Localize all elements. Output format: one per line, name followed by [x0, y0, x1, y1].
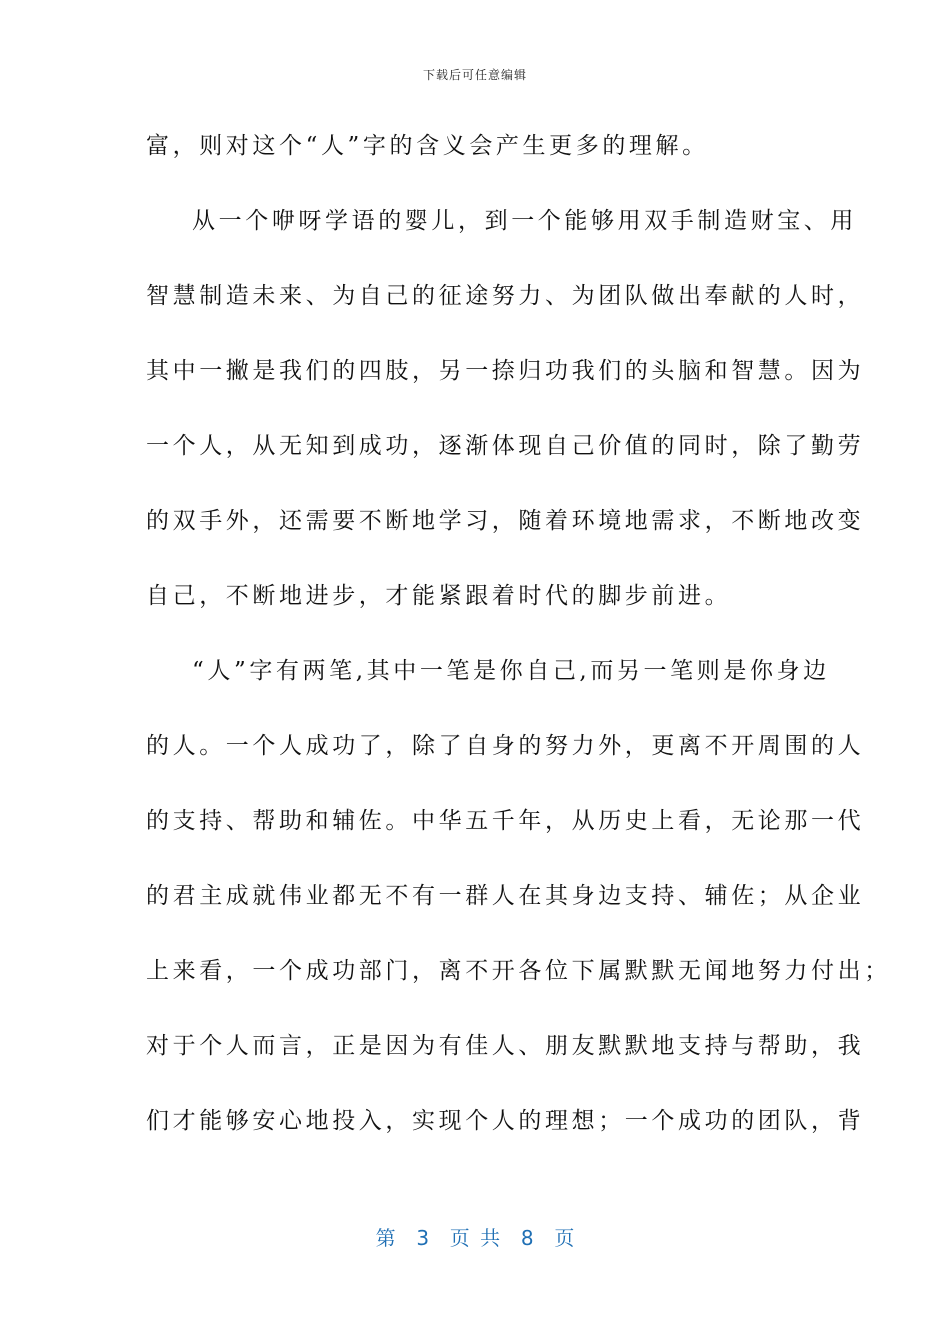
paragraph-line: 智慧制造未来、为自己的征途努力、为团队做出奉献的人时， — [146, 283, 865, 309]
paragraph-line: 其中一撇是我们的四肢，另一捺归功我们的头脑和智慧。因为 — [146, 358, 865, 384]
header-note: 下载后可任意编辑 — [422, 68, 527, 82]
paragraph-line: 的双手外，还需要不断地学习，随着环境地需求，不断地改变 — [146, 508, 865, 534]
paragraph-line: 从一个咿呀学语的婴儿，到一个能够用双手制造财宝、用 — [192, 208, 857, 234]
paragraph-line: 上来看，一个成功部门，离不开各位下属默默无闻地努力付出； — [146, 958, 891, 984]
paragraph-line: 们才能够安心地投入，实现个人的理想；一个成功的团队，背 — [146, 1108, 865, 1134]
paragraph-line: 富，则对这个“人”字的含义会产生更多的理解。 — [146, 133, 709, 159]
document-body — [146, 118, 891, 1168]
paragraph-line: 对于个人而言，正是因为有佳人、朋友默默地支持与帮助，我 — [146, 1033, 865, 1059]
paragraph-line: 的支持、帮助和辅佐。中华五千年，从历史上看，无论那一代 — [146, 808, 865, 834]
page-footer — [0, 1222, 950, 1251]
paragraph-line: 一个人，从无知到成功，逐渐体现自己价值的同时，除了勤劳 — [146, 433, 865, 459]
paragraph-line: 的人。一个人成功了，除了自身的努力外，更离不开周围的人 — [146, 733, 865, 759]
paragraph-line: 自己，不断地进步，才能紧跟着时代的脚步前进。 — [146, 583, 732, 609]
page-number-label: 第 3 页 共 8 页 — [375, 1226, 575, 1250]
paragraph-line: 的君主成就伟业都无不有一群人在其身边支持、辅佐；从企业 — [146, 883, 865, 909]
paragraph-line: “人”字有两笔,其中一笔是你自己,而另一笔则是你身边 — [192, 658, 830, 684]
